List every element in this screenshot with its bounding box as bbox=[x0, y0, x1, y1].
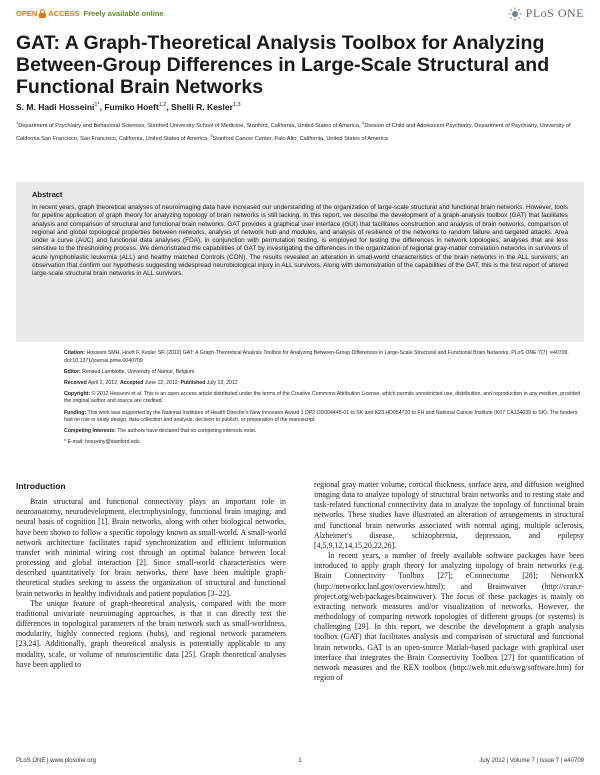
open-lock-icon bbox=[39, 9, 46, 18]
email-link[interactable]: * E-mail: hosseiny@stanford.edu bbox=[64, 439, 140, 446]
author-list: S. M. Hadi Hosseini$^{1*}$, Fumiko Hoeft$^{1,2}$, Shelli R. Kesler$^{1,3}$ bbox=[16, 102, 241, 112]
citation: Citation: Hosseini SMH, Hoeft F, Kesler SR (2012) GAT: A Graph-Theoretical Analysis Toolbox for Analyzing Between-Group Differences in Large-Scale Structural and Functional Brain Networks. PLoS ONE 7(7): e40709. doi:10.1371/journal.pone.0040709 bbox=[64, 350, 569, 364]
paper-title: GAT: A Graph-Theoretical Analysis Toolbox for Analyzing Between-Group Differences in Large-Scale Structural and Functional Brain Networks bbox=[16, 32, 550, 98]
dates: Received April 2, 2012; Accepted June 12, 2012; Published July 13, 2012 bbox=[64, 379, 238, 386]
paragraph: In recent years, a number of freely available software packages have been introduced to apply graph theory for analyzing topology of brain networks (e.g. Brain Connectivity Toolbox [27]; eConnectome [28]; NetworkX (http://networkx.lanl.gov/overview.html); and Brainwaiver (http://cran.r-project.org/web/packages/brainwaver). The focus of these packages is mainly on extracting network measures and/or visualization of networks. However, the methodology of comparing network topologies of different groups (or systems) is challenging [29]. In this report, we describe the development a graph analysis toolbox (GAT) that facilitates analysis and comparison of structural and functional brain networks. GAT is an open-source Matlab-based package with graphical user interface that integrates the Brain Connectivity Toolbox [27] for quantification of network measures and the REX toolbox (http://web.mit.edu/swg/software.htm) for region of bbox=[314, 551, 584, 682]
plos-one-logo: PLoS ONE bbox=[508, 6, 584, 21]
freely-available-label: Freely available online bbox=[83, 9, 164, 18]
funding: Funding: This work was supported by the National Institutes of Health Director's New Innovator Award 1 DP2 OD004445-01 to SK and K23 HD054720 to FH and National Cancer Institute (K07 CA134639 to SK). The funders had no role in study design, data collection and analysis, decision to publish, or preparation of the manuscript. bbox=[64, 409, 578, 424]
editor: Editor: Renaud Lambiotte, University of Namur, Belgium bbox=[64, 368, 195, 375]
author-name: S. M. Hadi Hosseini bbox=[16, 102, 95, 112]
abstract-heading: Abstract bbox=[32, 190, 63, 199]
body-column-left bbox=[16, 478, 286, 670]
footer-journal: PLoS ONE | www.plosone.org bbox=[16, 758, 96, 764]
footer-issue: July 2012 | Volume 7 | Issue 7 | e40709 bbox=[479, 758, 584, 764]
copyright: Copyright: © 2012 Hosseini et al. This is an open-access article distributed under the terms of the Creative Commons Attribution License, which permits unrestricted use, distribution, and reproduction in any medium, provided the original author and source are credited. bbox=[64, 390, 581, 405]
plos-sun-icon bbox=[508, 7, 522, 21]
author-name: Shelli R. Kesler bbox=[171, 102, 233, 112]
article-metadata bbox=[64, 350, 582, 450]
open-access-logo: OPEN ACCESS Freely available online bbox=[16, 9, 164, 18]
page-number: 1 bbox=[298, 758, 302, 764]
page-header bbox=[16, 6, 584, 28]
author-name: Fumiko Hoeft bbox=[104, 102, 159, 112]
competing-interests: Competing Interests: The authors have declared that no competing interests exist. bbox=[64, 428, 257, 435]
affiliations: $^1$Department of Psychiatry and Behavioral Sciences, Stanford University School of Medicine, Stanford, California, United States of America, $^2$Division of Child and Adolescent Psychiatry, Department of Psychiatry, University of California San Francisco, San Francisco, California, United States of America, $^3$Stanford Cancer Center, Palo Alto, California, United States of America bbox=[16, 120, 571, 143]
paragraph: Brain structural and functional connectivity plays an important role in neuroanatomy, neurodevelopment, electrophysiology, functional brain imaging, and neural basis of cognition [1]. Brain networks, along with other biological networks, have been shown to follow a specific topology known as small-world. A small-world network architecture facilitates rapid synchronization and efficient information transfer with minimal wiring cost through an optimal balance between local processing and global interaction [2]. Since small-world characteristics were described quantitatively for brain networks, there have been multiple graph-theoretical studies seeking to assess the organization of structural and functional brain networks in healthy individuals and patient population [3–22]. bbox=[16, 497, 286, 598]
paragraph: regional gray matter volume, cortical thickness, surface area, and diffusion weighted imaging data to analyze topology of structural brain networks and to resting state and task-related functional connectivity data to analyze the topology of functional brain networks. These studies have illustrated an alteration of arrangements in structural and functional brain networks associated with normal aging, multiple sclerosis, Alzheimer's disease, schizophrenia, depression, and epilepsy [4,5,9,12,14,15,20,22,26]. bbox=[314, 480, 584, 550]
abstract-text: In recent years, graph theoretical analyses of neuroimaging data have increased our understanding of the organization of large-scale structural and functional brain networks. However, tools for pipeline application of graph theory for analyzing topology of brain networks is still lacking. In this report, we describe the development of a graph-analysis toolbox (GAT) that facilitates analysis and comparison of structural and functional brain networks. GAT provides a graphical user interface (GUI) that facilitates construction and analysis of brain networks, comparison of regional and global topological properties between networks, analysis of network hub and modules, and analysis of resilience of the networks to random failure and targeted attacks. Area under a curve (AUC) and functional data analyses (FDA), in conjunction with permutation testing, is employed for testing the differences in network topologies; analyses that are less sensitive to the thresholding process. We demonstrated the capabilities of GAT by investigating the differences in the organization of regional gray-matter correlation networks in survivors of acute lymphoblastic leukemia (ALL) and healthy matched Controls (CON). The results revealed an alteration in small-world characteristics of the brain networks in the ALL survivors; an observation that confirm our hypothesis suggesting widespread neurobiological injury in ALL survivors. Along with demonstration of the capabilities of the GAT, this is the first report of altered large-scale structural brain networks in ALL survivors. bbox=[32, 204, 568, 277]
section-heading: Introduction bbox=[16, 481, 66, 491]
body-column-right bbox=[314, 480, 584, 683]
abstract-box bbox=[16, 182, 584, 342]
page-footer bbox=[16, 758, 584, 764]
paragraph: The unique feature of graph-theoretical analysis, compared with the more traditional univariate neuroimaging approaches, is that it can directly test the differences in topological parameters of the brain network such as small-worldness, modularity, highly connected regions (hubs), and regional network parameters [23,24]. Additionally, graph theoretical analysis is potentially applicable to any modality, scale, or volume of neuroscientific data [25]. Graph theoretical analyses have been applied to bbox=[16, 598, 286, 669]
